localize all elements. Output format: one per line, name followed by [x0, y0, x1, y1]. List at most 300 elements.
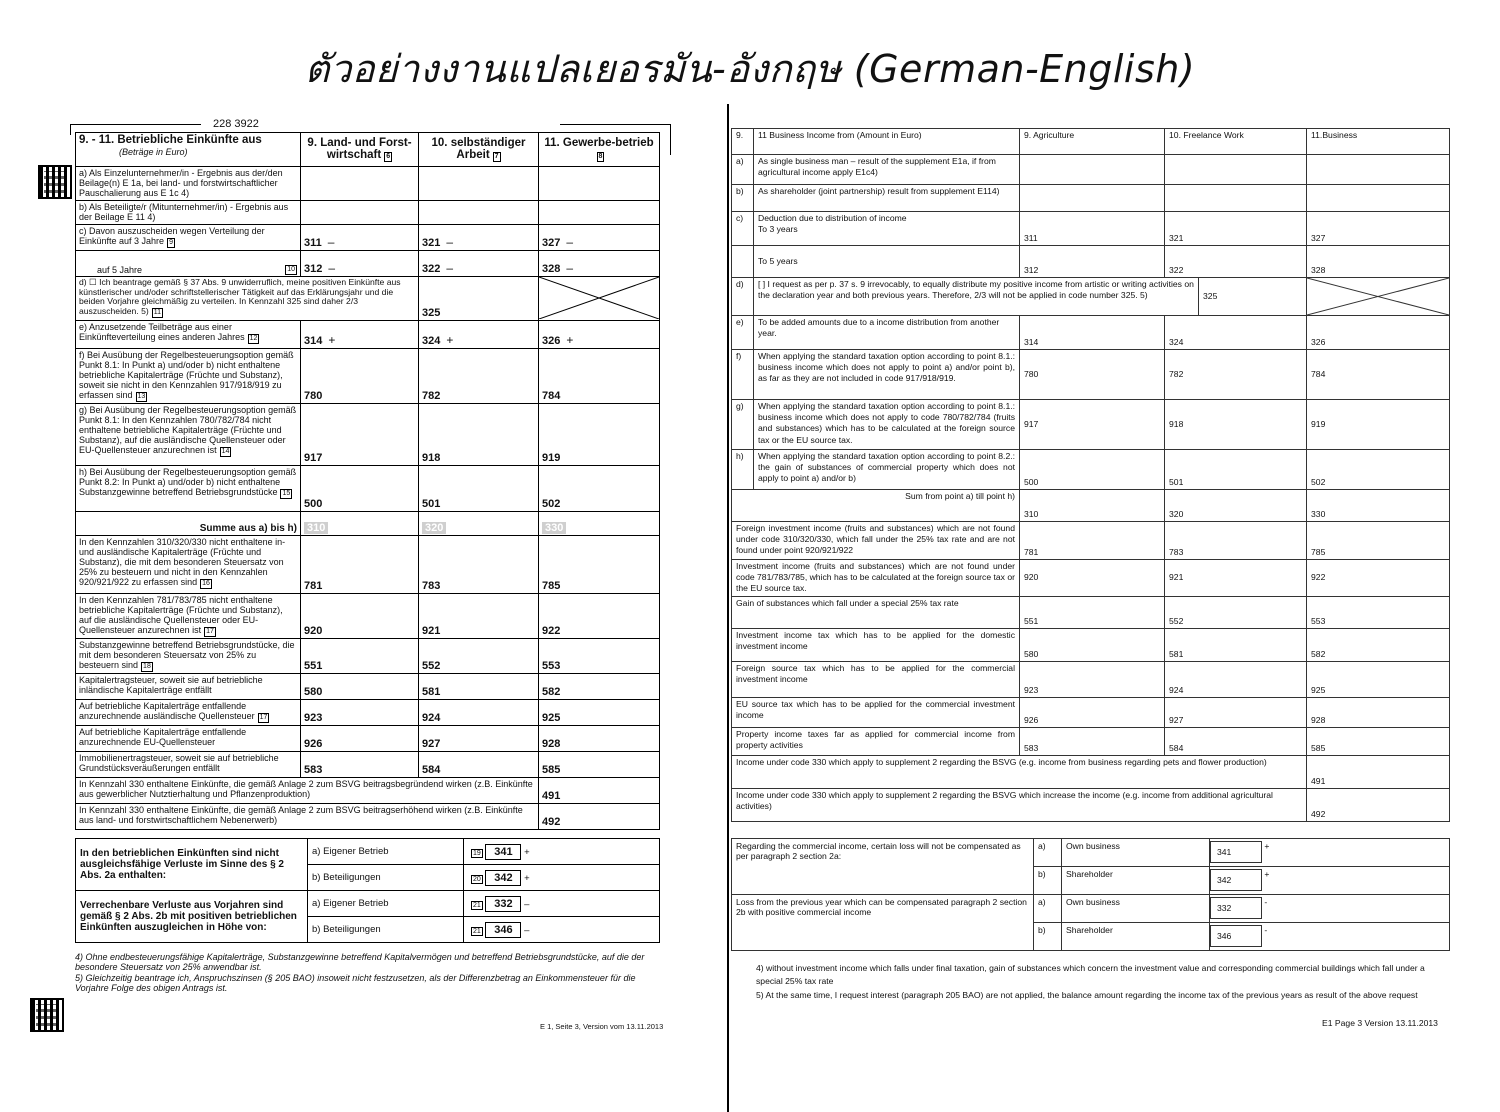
field-code: 785 [1311, 546, 1326, 557]
input-cell[interactable]: 324 + [419, 321, 539, 349]
german-loss-table [75, 838, 660, 943]
field-code: 920 [1024, 572, 1039, 583]
field-code: 581 [1169, 648, 1184, 659]
row-num: a) [1034, 895, 1062, 923]
input-cell[interactable] [301, 639, 419, 674]
field-code: 311 [304, 236, 322, 249]
input-cell[interactable] [419, 674, 539, 700]
field-box: 13 [137, 393, 146, 401]
field-code: 491 [542, 789, 561, 802]
header-col10: 10. Freelance Work [1165, 129, 1307, 155]
field-code: 346 [485, 922, 521, 938]
input-cell[interactable] [1020, 629, 1165, 662]
table-row [76, 349, 660, 404]
row-c-label: c) Davon auszuscheiden wegen Verteilung der Einkünfte auf 3 Jahre [79, 226, 265, 247]
col11-label: 11. Gewerbe-betrieb [544, 137, 654, 150]
input-cell[interactable] [1307, 450, 1450, 490]
input-cell[interactable] [301, 726, 419, 752]
field-code: 500 [1024, 476, 1039, 487]
field-code: 320 [1169, 508, 1184, 519]
input-cell[interactable] [1210, 867, 1450, 895]
input-cell[interactable] [1199, 278, 1307, 316]
input-cell[interactable] [419, 752, 539, 778]
input-cell[interactable] [301, 536, 419, 594]
field-code: 332 [1210, 897, 1262, 919]
input-cell[interactable] [301, 700, 419, 726]
field-code: 341 [1210, 841, 1262, 863]
input-cell[interactable] [1307, 756, 1450, 789]
field-code: 492 [542, 815, 561, 828]
input-cell[interactable] [539, 201, 660, 225]
header-label: 11 Business Income from (Amount in Euro) [754, 129, 1020, 155]
field-code: 782 [422, 389, 441, 402]
field-code: 330 [542, 522, 566, 534]
table-row [76, 700, 660, 726]
footnote-4: 4) Ohne endbesteuerungsfähige Kapitalerträge, Substanzgewinne betreffend Kapitalvermögen und betreffend Betriebsgrundstücke, auf die der besondere Steuersatz von 25% anwendbar ist. [75, 952, 645, 973]
input-cell[interactable] [301, 201, 419, 225]
table-row [76, 536, 660, 594]
input-cell[interactable] [1165, 212, 1307, 246]
field-code: 324 [1169, 336, 1184, 347]
input-cell[interactable] [1020, 698, 1165, 728]
input-cell[interactable] [1165, 450, 1307, 490]
loss-question-1: Regarding the commercial income, certain loss will not be compensated as per paragraph 2 section 2a: [732, 839, 1034, 895]
field-code: 924 [422, 711, 441, 724]
table-row [732, 728, 1450, 756]
row-k5-label: Auf betriebliche Kapitalerträge entfallende anzurechnende ausländische Quellensteuer [79, 701, 255, 722]
table-row [732, 316, 1450, 350]
field-box: 21 [473, 927, 481, 935]
sum-cell [419, 512, 539, 536]
input-cell[interactable] [1307, 212, 1450, 246]
input-cell[interactable] [419, 404, 539, 466]
input-cell[interactable] [419, 349, 539, 404]
input-cell[interactable]: 321 – [419, 225, 539, 251]
field-code: 925 [1311, 684, 1326, 695]
input-cell[interactable] [419, 277, 539, 321]
input-cell[interactable] [1020, 350, 1165, 400]
input-cell[interactable]: 21 346 – [464, 917, 660, 943]
input-cell[interactable] [1165, 400, 1307, 450]
table-row [732, 350, 1450, 400]
table-row [732, 789, 1450, 822]
input-cell[interactable] [1307, 350, 1450, 400]
row-k7-label: Property income taxes far as applied for commercial income from property activities [732, 728, 1020, 756]
input-cell[interactable] [1307, 560, 1450, 597]
field-box: 20 [473, 875, 481, 883]
field-code: 332 [485, 896, 521, 912]
field-box: 18 [143, 663, 151, 671]
crossed-cell [1307, 278, 1450, 316]
input-cell[interactable] [539, 167, 660, 201]
field-code: 553 [1311, 615, 1326, 626]
input-cell[interactable]: 21 332 – [464, 891, 660, 917]
table-row [732, 212, 1450, 246]
field-code: 330 [1311, 508, 1326, 519]
row-k9-label: Income under code 330 which apply to supplement 2 regarding the BSVG which increase the income (e.g. income from additional agricultural activities) [732, 789, 1307, 822]
input-cell[interactable] [1307, 728, 1450, 756]
table-row [76, 201, 660, 225]
input-cell[interactable] [1020, 400, 1165, 450]
sum-cell [301, 512, 419, 536]
field-code: 501 [1169, 476, 1184, 487]
field-box: 9 [169, 239, 173, 247]
field-box: 10 [287, 265, 295, 273]
row-k3-label: Gain of substances which fall under a special 25% tax rate [732, 597, 1020, 629]
header-col11: 11.Business [1307, 129, 1450, 155]
field-code: 927 [1169, 714, 1184, 725]
input-cell[interactable]: 314 + [301, 321, 419, 349]
field-code: 552 [422, 659, 441, 672]
input-cell[interactable] [419, 594, 539, 639]
english-version: E1 Page 3 Version 13.11.2013 [1322, 1018, 1438, 1028]
field-code: 918 [422, 451, 441, 464]
input-cell[interactable] [539, 804, 660, 830]
input-cell[interactable] [1307, 316, 1450, 350]
input-cell[interactable] [419, 167, 539, 201]
field-code: 553 [542, 659, 561, 672]
row-a-label: a) Als Einzelunternehmer/in - Ergebnis aus der/den Beilage(n) E 1a, bei land- und forstwirtschaftlicher Pauschalierung aus E 1c 4) [76, 167, 301, 201]
field-code: 326 [1311, 336, 1326, 347]
form-number: 228 3922 [213, 118, 259, 130]
input-cell[interactable] [1307, 789, 1450, 822]
input-cell[interactable] [1307, 698, 1450, 728]
table-row [732, 662, 1450, 698]
table-row [76, 639, 660, 674]
input-cell[interactable] [1020, 522, 1165, 560]
col10-label: 10. selbständiger Arbeit [431, 137, 526, 162]
field-code: 492 [1311, 808, 1326, 819]
field-code: 584 [1169, 742, 1184, 753]
field-code: 781 [1024, 546, 1039, 557]
field-code: 322 [1169, 264, 1184, 275]
input-cell[interactable] [1165, 350, 1307, 400]
input-cell[interactable] [301, 349, 419, 404]
input-cell[interactable]: 19 341 + [464, 839, 660, 865]
row-g-label: When applying the standard taxation option according to point 8.1.: business income which does not apply to code 780/782/784 (fruits and substances) which has to be calculated at the foreign source tax or the EU source tax. [754, 400, 1020, 450]
cross-out-icon [539, 277, 659, 319]
field-code: 918 [1169, 418, 1184, 429]
row-h-label: When applying the standard taxation option according to point 8.2.: the gain of substances of commercial property which does not apply to point a) and/or b) [754, 450, 1020, 490]
input-cell[interactable] [419, 726, 539, 752]
table-row [732, 185, 1450, 212]
field-code: 917 [1024, 418, 1039, 429]
input-cell[interactable] [1165, 662, 1307, 698]
input-cell[interactable] [1210, 923, 1450, 951]
cross-out-icon [1307, 278, 1449, 315]
table-row [732, 756, 1450, 789]
input-cell[interactable] [1165, 560, 1307, 597]
input-cell[interactable] [301, 404, 419, 466]
field-code: 501 [422, 497, 441, 510]
sign: + [1264, 869, 1270, 879]
field-code: 922 [1311, 572, 1326, 583]
field-code: 583 [1024, 742, 1039, 753]
sum-label: Summe aus a) bis h) [76, 512, 301, 536]
shareholder-label: Shareholder [1062, 867, 1210, 895]
header-col9 [301, 133, 419, 167]
row-c-label: Deduction due to distribution of income [758, 213, 907, 223]
field-code: 919 [1311, 418, 1326, 429]
input-cell[interactable] [1307, 662, 1450, 698]
input-cell[interactable] [1020, 597, 1165, 629]
row-num: g) [732, 400, 754, 450]
input-cell[interactable] [301, 167, 419, 201]
row-k7-label: Immobilienertragsteuer, soweit sie auf betriebliche Grundstücksveräußerungen entfällt [76, 752, 301, 778]
row-f-label: When applying the standard taxation option according to point 8.1.: business income which does not apply to point a) and/or point b), as far as they are not included in code 917/918/919. [754, 350, 1020, 400]
input-cell[interactable] [1307, 155, 1450, 185]
table-row [76, 321, 660, 349]
field-code: 327 [542, 236, 561, 249]
crossed-cell [539, 277, 660, 321]
sign: + [1264, 841, 1270, 851]
header-col10 [419, 133, 539, 167]
field-code: 782 [1169, 368, 1184, 379]
input-cell[interactable] [301, 594, 419, 639]
input-cell[interactable] [301, 752, 419, 778]
row-k6-label: EU source tax which has to be applied for the commercial investment income [732, 698, 1020, 728]
input-cell[interactable] [301, 674, 419, 700]
row-k1-label: In den Kennzahlen 310/320/330 nicht enthaltene in- und ausländische Kapitalerträge (Früchte und Substanz), die mit dem besonderen Steuersatz von 25% zu besteuern und nicht in den Kennzahlen 920/921/922 zu erfassen sind [79, 537, 286, 588]
input-cell[interactable] [1165, 246, 1307, 278]
input-cell[interactable] [1307, 522, 1450, 560]
field-code: 923 [304, 711, 323, 724]
field-box: 11 [153, 308, 162, 316]
table-row [76, 225, 660, 251]
row-k2-label: Investment income (fruits and substances) which are not found under code 781/783/785, which has to be calculated at the foreign source tax or the EU source tax. [732, 560, 1020, 597]
german-form-scan [0, 0, 700, 1112]
input-cell[interactable] [1165, 522, 1307, 560]
field-code: 927 [422, 737, 441, 750]
input-cell[interactable] [301, 466, 419, 512]
input-cell[interactable] [1165, 698, 1307, 728]
header-num: 9. [732, 129, 754, 155]
table-row [76, 752, 660, 778]
shareholder-label: Shareholder [1062, 923, 1210, 951]
input-cell[interactable] [539, 349, 660, 404]
field-code: 924 [1169, 684, 1184, 695]
field-code: 920 [304, 624, 323, 637]
input-cell[interactable] [539, 536, 660, 594]
field-code: 551 [1024, 615, 1039, 626]
row-a-label: As single business man – result of the supplement E1a, if from agricultural income apply E1c4) [754, 155, 1020, 185]
field-box: 8 [598, 153, 603, 161]
input-cell[interactable] [1210, 895, 1450, 923]
input-cell[interactable] [1307, 597, 1450, 629]
input-cell[interactable]: 311 – [301, 225, 419, 251]
table-row [76, 726, 660, 752]
field-code: 502 [1311, 476, 1326, 487]
row-num: b) [732, 185, 754, 212]
field-code: 780 [304, 389, 323, 402]
input-cell[interactable] [539, 639, 660, 674]
field-code: 321 [1169, 232, 1184, 243]
input-cell[interactable] [539, 404, 660, 466]
row-num: b) [1034, 923, 1062, 951]
footnote-5: 5) At the same time, I request interest (paragraph 205 BAO) are not applied, the balance amount regarding the income tax of the previous years as result of the above request [756, 989, 1418, 1000]
row-num: c) [732, 212, 754, 246]
field-code: 328 [1311, 264, 1326, 275]
input-cell[interactable] [1020, 155, 1165, 185]
field-code: 781 [304, 579, 323, 592]
input-cell[interactable] [419, 700, 539, 726]
row-f-label: f) Bei Ausübung der Regelbesteuerungsoption gemäß Punkt 8.1: In Punkt a) und/oder b) nicht enthaltene betriebliche Kapitalerträge (Früchte und Substanz), soweit sie nicht in den Kennzahlen 917/918/919 zu erfassen sind [79, 350, 294, 401]
field-code: 346 [1210, 925, 1262, 947]
table-row [76, 674, 660, 700]
row-e-label: To be added amounts due to a income distribution from another year. [754, 316, 1020, 350]
input-cell[interactable] [1165, 728, 1307, 756]
table-row [76, 251, 660, 277]
german-footnotes [75, 952, 659, 993]
field-code: 583 [304, 763, 323, 776]
field-box: 14 [221, 448, 230, 456]
field-code: 928 [1311, 714, 1326, 725]
input-cell[interactable] [1165, 629, 1307, 662]
qr-code-icon [38, 165, 72, 199]
footnote-4: 4) without investment income which falls under final taxation, gain of substances which concern the investment value and corresponding commercial buildings which fall under a special 25% tax rate [756, 963, 1425, 987]
row-num: a) [1034, 839, 1062, 867]
header-subtitle: (Beträge in Euro) [119, 146, 188, 157]
field-code: 321 [422, 236, 441, 249]
input-cell[interactable]: 312 – [301, 251, 419, 277]
row-k4-label: Investment income tax which has to be applied for the domestic investment income [732, 629, 1020, 662]
table-row [732, 597, 1450, 629]
field-code: 324 [422, 334, 441, 347]
input-cell[interactable] [1020, 728, 1165, 756]
field-box: 6 [386, 153, 391, 161]
field-code: 783 [1169, 546, 1184, 557]
input-cell[interactable] [539, 700, 660, 726]
input-cell[interactable] [539, 674, 660, 700]
field-code: 919 [542, 451, 561, 464]
input-cell[interactable] [1020, 450, 1165, 490]
field-code: 582 [1311, 648, 1326, 659]
field-code: 780 [1024, 368, 1039, 379]
input-cell[interactable] [419, 201, 539, 225]
input-cell[interactable] [1307, 246, 1450, 278]
header-col9: 9. Agriculture [1020, 129, 1165, 155]
field-code: 326 [542, 334, 561, 347]
field-code: 580 [1024, 648, 1039, 659]
qr-code-icon [30, 998, 64, 1032]
input-cell[interactable] [1165, 185, 1307, 212]
field-code: 314 [304, 334, 323, 347]
loss-question-2: Loss from the previous year which can be compensated paragraph 2 section 2b with positive commercial income [732, 895, 1034, 951]
input-cell[interactable]: 326 + [539, 321, 660, 349]
header-section [76, 133, 301, 167]
sum-cell [1165, 490, 1307, 522]
row-d-label[interactable]: [ ] I request as per p. 37 s. 9 irrevocably, to equally distribute my positive income from artistic or writing activities on the declaration year and both previous years. Therefore, 2/3 will not be applied in code number 325. 5) [754, 278, 1199, 316]
input-cell[interactable] [1210, 839, 1450, 867]
field-code: 322 [422, 262, 441, 275]
row-num: h) [732, 450, 754, 490]
field-code: 502 [542, 497, 561, 510]
input-cell[interactable] [419, 639, 539, 674]
sum-cell [1020, 490, 1165, 522]
loss-question-2: Verrechenbare Verluste aus Vorjahren sind gemäß § 2 Abs. 2b mit positiven betrieblichen Einkünften auszugleichen in Höhe von: [76, 891, 308, 943]
table-row-sum [732, 490, 1450, 522]
field-code: 784 [1311, 368, 1326, 379]
row-k1-label: Foreign investment income (fruits and substances) which are not found under code 310/320/330, which fall under the 25% tax rate and are not found under point 920/921/922 [732, 522, 1020, 560]
english-income-table [731, 128, 1450, 822]
input-cell[interactable] [1165, 316, 1307, 350]
input-cell[interactable]: 327 – [539, 225, 660, 251]
field-code: 551 [304, 659, 323, 672]
sign: - [1264, 897, 1268, 907]
field-code: 325 [1203, 290, 1218, 301]
row-k3-label: Substanzgewinne betreffend Betriebsgrundstücke, die mit dem besonderen Steuersatz von 25% zu besteuern sind [79, 640, 295, 671]
table-row-sum [76, 512, 660, 536]
field-code: 921 [1169, 572, 1184, 583]
shareholding-label: b) Beteiligungen [308, 917, 464, 943]
row-c3-label: To 3 years [758, 224, 798, 235]
input-cell[interactable] [419, 536, 539, 594]
field-code: 327 [1311, 232, 1326, 243]
field-code: 921 [422, 624, 441, 637]
field-code: 552 [1169, 615, 1184, 626]
table-row [76, 466, 660, 512]
table-row [732, 400, 1450, 450]
row-k5-label: Foreign source tax which has to be applied for the commercial investment income [732, 662, 1020, 698]
input-cell[interactable]: 20 342 + [464, 865, 660, 891]
field-code: 581 [422, 685, 441, 698]
input-cell[interactable] [1020, 212, 1165, 246]
input-cell[interactable] [539, 752, 660, 778]
input-cell[interactable] [1020, 246, 1165, 278]
input-cell[interactable] [539, 726, 660, 752]
row-num: f) [732, 350, 754, 400]
input-cell[interactable] [1307, 629, 1450, 662]
input-cell[interactable] [1165, 597, 1307, 629]
field-code: 917 [304, 451, 323, 464]
row-d-label[interactable]: d) ☐ Ich beantrage gemäß § 37 Abs. 9 unwiderruflich, meine positiven Einkünfte aus künstlerischer und/oder schriftstellerischer Tätigkeit auf das Erklärungsjahr und die beiden Vorjahre gleichmäßig zu verteilen. In Kennzahl 325 sind daher 2/3 auszuscheiden. 5) [79, 277, 401, 316]
table-row [732, 278, 1450, 316]
field-box: 17 [206, 628, 214, 636]
input-cell[interactable] [539, 778, 660, 804]
input-cell[interactable] [1307, 185, 1450, 212]
row-k8-label: Income under code 330 which apply to supplement 2 regarding the BSVG (e.g. income from business regarding pets and flower production) [732, 756, 1307, 789]
field-code: 784 [542, 389, 561, 402]
german-income-table [75, 132, 660, 830]
input-cell[interactable] [1020, 316, 1165, 350]
field-code: 580 [304, 685, 323, 698]
input-cell[interactable]: 322 – [419, 251, 539, 277]
input-cell[interactable] [1165, 155, 1307, 185]
input-cell[interactable] [1020, 185, 1165, 212]
input-cell[interactable] [539, 594, 660, 639]
own-business-label: a) Eigener Betrieb [308, 839, 464, 865]
row-num: a) [732, 155, 754, 185]
field-code: 491 [1311, 775, 1326, 786]
input-cell[interactable]: 328 – [539, 251, 660, 277]
field-box: 19 [473, 849, 481, 857]
input-cell[interactable] [539, 466, 660, 512]
field-code: 585 [1311, 742, 1326, 753]
field-code: 922 [542, 624, 561, 637]
field-code: 310 [304, 522, 328, 534]
input-cell[interactable] [1307, 400, 1450, 450]
input-cell[interactable] [1020, 662, 1165, 698]
field-code: 783 [422, 579, 441, 592]
header-col11 [539, 133, 660, 167]
input-cell[interactable] [1020, 560, 1165, 597]
col9-label: 9. Land- und Forst-wirtschaft [307, 137, 412, 162]
sign: - [1264, 925, 1268, 935]
field-code: 310 [1024, 508, 1039, 519]
input-cell[interactable] [419, 466, 539, 512]
field-code: 342 [485, 870, 521, 886]
table-row [732, 450, 1450, 490]
